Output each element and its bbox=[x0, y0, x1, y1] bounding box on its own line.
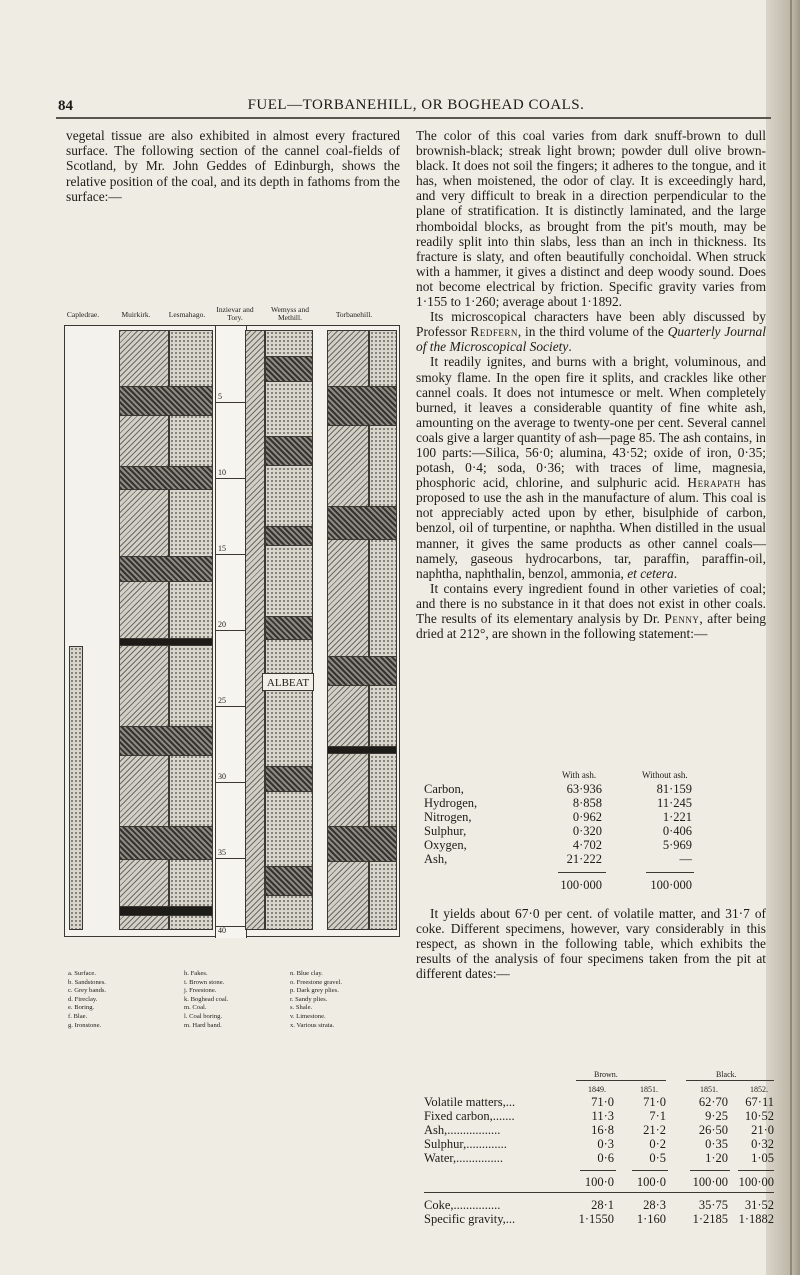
row-label: Hydrogen, bbox=[424, 796, 478, 810]
cell: 1·1550 bbox=[578, 1212, 614, 1226]
fathom-scale bbox=[215, 326, 247, 938]
paragraph-volatile: It yields about 67·0 per cent. of volatile matter, and 31·7 of coke. Different specimens, however, vary considerably in this respect, as shown in the following table, which exhibits the results of the analysis of four specimens taken from the pit at different dates:— bbox=[416, 906, 766, 982]
row-label: Oxygen, bbox=[424, 838, 467, 852]
row-label: Water,............... bbox=[424, 1151, 504, 1165]
cell: 16·8 bbox=[591, 1123, 614, 1137]
table-row bbox=[424, 1109, 774, 1123]
row-label: Ash,................. bbox=[424, 1123, 501, 1137]
legend-item: d. Fireclay. bbox=[68, 995, 98, 1003]
albeat-label: ALBEAT bbox=[262, 673, 314, 691]
scale-mark: 25 bbox=[218, 696, 226, 705]
cell: 21·222 bbox=[566, 852, 602, 866]
cell: 1·2185 bbox=[692, 1212, 728, 1226]
legend-item: f. Blae. bbox=[68, 1012, 88, 1020]
cell: 63·936 bbox=[566, 782, 602, 796]
strata-band bbox=[119, 826, 213, 860]
table-row bbox=[424, 1212, 774, 1226]
cell: 71·0 bbox=[591, 1095, 614, 1109]
section-frame bbox=[64, 325, 400, 937]
cell: 9·25 bbox=[705, 1109, 728, 1123]
table-row bbox=[424, 1123, 774, 1137]
row-label: Sulphur,............. bbox=[424, 1137, 507, 1151]
year-header: 1851. bbox=[640, 1085, 658, 1094]
sum-rule bbox=[580, 1170, 616, 1171]
cell: — bbox=[679, 852, 692, 866]
cell: 1·05 bbox=[751, 1151, 774, 1165]
totals-row bbox=[424, 878, 764, 892]
cell: 28·1 bbox=[591, 1198, 614, 1212]
sum-rule bbox=[646, 872, 694, 873]
strata-band bbox=[119, 386, 213, 416]
text-run-italic: et cetera bbox=[627, 565, 674, 581]
table-row bbox=[424, 1095, 774, 1109]
cell: 28·3 bbox=[643, 1198, 666, 1212]
row-label: Ash, bbox=[424, 852, 448, 866]
legend-column-3 bbox=[290, 970, 342, 1030]
cell: 21·0 bbox=[751, 1123, 774, 1137]
scale-mark: 10 bbox=[218, 468, 226, 477]
text-run: , after being dried at 212°, are shown in the following statement:— bbox=[416, 611, 766, 642]
cell: 0·35 bbox=[705, 1137, 728, 1151]
sum-rule bbox=[738, 1170, 774, 1171]
row-label: Coke,............... bbox=[424, 1198, 501, 1212]
page-edge bbox=[766, 0, 800, 1275]
cell: 100·000 bbox=[560, 878, 602, 892]
text-run: , in the third volume of the bbox=[517, 324, 668, 340]
table-row bbox=[424, 1151, 774, 1165]
cell: 100·00 bbox=[692, 1175, 728, 1189]
table-row bbox=[424, 824, 764, 838]
sum-rule bbox=[690, 1170, 730, 1171]
year-header: 1849. bbox=[588, 1085, 606, 1094]
coal-seam bbox=[119, 906, 213, 916]
legend-item: b. Sandstones. bbox=[68, 978, 106, 986]
cell: 100·00 bbox=[738, 1175, 774, 1189]
cell: 35·75 bbox=[698, 1198, 728, 1212]
cell: 26·50 bbox=[698, 1123, 728, 1137]
table-row bbox=[424, 810, 764, 824]
legend-item: m. Hard band. bbox=[184, 1021, 222, 1029]
cell: 7·1 bbox=[649, 1109, 666, 1123]
legend-item: n. Blue clay. bbox=[290, 970, 323, 977]
location-label: Muirkirk. bbox=[121, 310, 151, 319]
paragraph-color: The color of this coal varies from dark snuff-brown to dull brownish-black; streak light brown; powder dull olive brown-black. It does not soil the fingers; it adheres to the tongue, and it has, when moistened, the odor of clay. It is exceedingly hard, and very difficult to break in a direction perpendicular to the plane of stratification. It is distinctly laminated, and the large rhomboidal blocks, as brought from the pit's mouth, may be readily split into thin slabs, less than an inch in thickness. Its fracture is slaty, and often beautifully conchoidal. When struck with a hammer, it gives a distinct and deep woody sound. Does not become electrical by friction. Specific gravity varies from 1·155 to 1·260; average about 1·1892. bbox=[416, 128, 766, 310]
cell: 100·000 bbox=[650, 878, 692, 892]
scale-mark: 15 bbox=[218, 544, 226, 553]
person-name: Herapath bbox=[687, 475, 741, 491]
group-header: Black. bbox=[716, 1070, 737, 1079]
row-label: Sulphur, bbox=[424, 824, 467, 838]
cell: 1·221 bbox=[662, 810, 692, 824]
column-header: Without ash. bbox=[642, 770, 688, 780]
legend-item: j. Freestone. bbox=[184, 987, 217, 995]
cell: 100·0 bbox=[584, 1175, 614, 1189]
paragraph-ignition bbox=[416, 354, 766, 580]
location-label: Inzievar and Tory. bbox=[216, 305, 254, 322]
strata-band bbox=[265, 436, 313, 466]
cell: 0·320 bbox=[572, 824, 602, 838]
legend-item: g. Ironstone. bbox=[68, 1021, 102, 1029]
table-divider bbox=[424, 1192, 774, 1193]
text-run: . bbox=[673, 565, 678, 581]
strata-band bbox=[265, 526, 313, 546]
strata-band bbox=[327, 656, 397, 686]
legend-item: p. Dark grey plies. bbox=[290, 987, 339, 995]
page-header bbox=[56, 97, 776, 117]
coal-seam bbox=[119, 638, 213, 646]
geological-section-figure bbox=[64, 305, 400, 1029]
legend-item: k. Boghead coal. bbox=[184, 995, 229, 1003]
group-header: Brown. bbox=[594, 1070, 618, 1079]
strata-band bbox=[327, 506, 397, 540]
strata-band bbox=[327, 386, 397, 426]
strata-band bbox=[265, 616, 313, 640]
page-number: 84 bbox=[58, 98, 73, 114]
scale-mark: 20 bbox=[218, 620, 226, 629]
legend-column-2 bbox=[184, 970, 228, 1030]
header-rule bbox=[56, 117, 771, 119]
strata-band bbox=[119, 726, 213, 756]
left-column bbox=[66, 128, 400, 204]
page-edge-line bbox=[790, 0, 792, 1275]
boghead-coal-seam bbox=[327, 746, 397, 754]
cell: 71·0 bbox=[643, 1095, 666, 1109]
text-run: has proposed to use the ash in the manufacture of alum. This coal is not appreciably acted upon by ether, bisulphide of carbon, benzol, oil of turpentine, or naphtha. When distilled in the usual manner, it gives the same products as other cannel coals—namely, gaseous hydrocarbons, tar, paraffin, paraffin-oil, naphtha, naphthalin, benzol, ammonia, bbox=[416, 475, 766, 581]
scale-mark: 30 bbox=[218, 772, 226, 781]
row-label: Nitrogen, bbox=[424, 810, 472, 824]
legend-item: s. Shale. bbox=[290, 1004, 313, 1012]
table-row bbox=[424, 782, 764, 796]
cell: 1·20 bbox=[705, 1151, 728, 1165]
row-label: Carbon, bbox=[424, 782, 464, 796]
cell: 31·52 bbox=[744, 1198, 774, 1212]
paragraph-analysis-intro bbox=[416, 581, 766, 641]
group-brace bbox=[686, 1080, 774, 1081]
totals-row bbox=[424, 1175, 774, 1189]
strata-band bbox=[265, 866, 313, 896]
row-label: Specific gravity,... bbox=[424, 1212, 516, 1226]
year-header: 1852. bbox=[750, 1085, 768, 1094]
cell: 0·6 bbox=[597, 1151, 614, 1165]
text-run: . bbox=[568, 339, 572, 355]
table-row bbox=[424, 1137, 774, 1151]
cell: 0·962 bbox=[572, 810, 602, 824]
journal-title: Quarterly Journal of the Microscopical Society bbox=[416, 324, 766, 355]
table-row bbox=[424, 796, 764, 810]
sum-rule bbox=[558, 872, 606, 873]
row-label: Fixed carbon,....... bbox=[424, 1109, 515, 1123]
location-label: Torbanehill. bbox=[335, 310, 373, 319]
scale-mark: 35 bbox=[218, 848, 226, 857]
cell: 0·32 bbox=[751, 1137, 774, 1151]
group-brace bbox=[576, 1080, 666, 1081]
legend-item: x. Various strata. bbox=[290, 1021, 335, 1029]
sum-rule bbox=[632, 1170, 668, 1171]
legend-column-1 bbox=[68, 970, 106, 1030]
cell: 0·2 bbox=[649, 1137, 666, 1151]
location-label: Lesmahago. bbox=[168, 310, 206, 319]
cell: 0·5 bbox=[649, 1151, 666, 1165]
cell: 81·159 bbox=[656, 782, 692, 796]
row-label: Volatile matters,... bbox=[424, 1095, 516, 1109]
legend-item: e. Boring. bbox=[68, 1004, 95, 1012]
table-row bbox=[424, 838, 764, 852]
strata-band bbox=[119, 466, 213, 490]
strata-column-capledrae bbox=[69, 646, 83, 930]
legend-item: h. Fakes. bbox=[184, 970, 208, 977]
text-run: Its microscopical characters have been ably discussed by Professor bbox=[416, 309, 766, 340]
left-paragraph: vegetal tissue are also exhibited in almost every fractured surface. The following section of the cannel coal-fields of Scotland, by Mr. John Geddes of Edinburgh, shows the relative position of the coal, and its depth in fathoms from the surface:— bbox=[66, 128, 400, 204]
year-header: 1851. bbox=[700, 1085, 718, 1094]
cell: 62·70 bbox=[698, 1095, 728, 1109]
cell: 1·160 bbox=[636, 1212, 666, 1226]
running-title: FUEL—TORBANEHILL, OR BOGHEAD COALS. bbox=[247, 97, 585, 113]
legend-item: c. Grey bands. bbox=[68, 987, 107, 995]
strata-band bbox=[119, 556, 213, 582]
table-row bbox=[424, 852, 764, 866]
strata-band bbox=[265, 766, 313, 792]
legend-item: r. Sandy plies. bbox=[290, 995, 328, 1003]
cell: 11·3 bbox=[591, 1109, 614, 1123]
cell: 5·969 bbox=[662, 838, 692, 852]
person-name: Redfern bbox=[470, 324, 518, 340]
cell: 0·406 bbox=[662, 824, 692, 838]
location-label: Capledrae. bbox=[66, 310, 100, 319]
table-row bbox=[424, 1198, 774, 1212]
cell: 21·2 bbox=[643, 1123, 666, 1137]
paragraph-microscopic bbox=[416, 309, 766, 354]
person-name: Penny bbox=[664, 611, 700, 626]
cell: 100·0 bbox=[636, 1175, 666, 1189]
legend-item: l. Coal boring. bbox=[184, 1012, 223, 1020]
location-label: Wemyss and Methill. bbox=[271, 305, 309, 322]
cell: 0·3 bbox=[597, 1137, 614, 1151]
text-run: It contains every ingredient found in other varieties of coal; and there is no substance in it that does not exist in other coals. The results of its elementary analysis by Dr. bbox=[416, 580, 766, 626]
legend-item: i. Brown stone. bbox=[184, 978, 225, 986]
legend-item: a. Surface. bbox=[68, 970, 97, 977]
cell: 1·1882 bbox=[738, 1212, 774, 1226]
cell: 11·245 bbox=[657, 796, 692, 810]
column-header: With ash. bbox=[562, 770, 597, 780]
cell: 10·52 bbox=[744, 1109, 774, 1123]
cell: 8·858 bbox=[572, 796, 602, 810]
scale-mark: 5 bbox=[218, 392, 222, 401]
cell: 4·702 bbox=[572, 838, 602, 852]
legend-item: o. Freestone gravel. bbox=[290, 978, 342, 986]
strata-band bbox=[265, 356, 313, 382]
right-column bbox=[416, 128, 766, 641]
legend-item: m. Coal. bbox=[184, 1004, 207, 1012]
strata-band bbox=[327, 826, 397, 862]
cell: 67·11 bbox=[745, 1095, 774, 1109]
legend-item: v. Limestone. bbox=[290, 1012, 326, 1020]
strata-column-inzievar bbox=[245, 330, 265, 930]
text-run: It readily ignites, and burns with a bright, voluminous, and smoky flame. In the open fire it splits, and crackles like other cannel coals. It does not intumesce or melt. When completely burned, it leaves a considerable quantity of fine white ash, amounting on the average to twenty-one per cent. Several cannel coals give a larger quantity of ash—page 85. The ash contains, in 100 parts:—Silica, 56·0; alumina, 43·52; oxide of iron, 0·35; potash, 0·4; soda, 0·36; with traces of lime, magnesia, phosphoric acid, chlorine, and sulphuric acid. bbox=[416, 354, 766, 491]
scale-mark: 40 bbox=[218, 926, 226, 935]
